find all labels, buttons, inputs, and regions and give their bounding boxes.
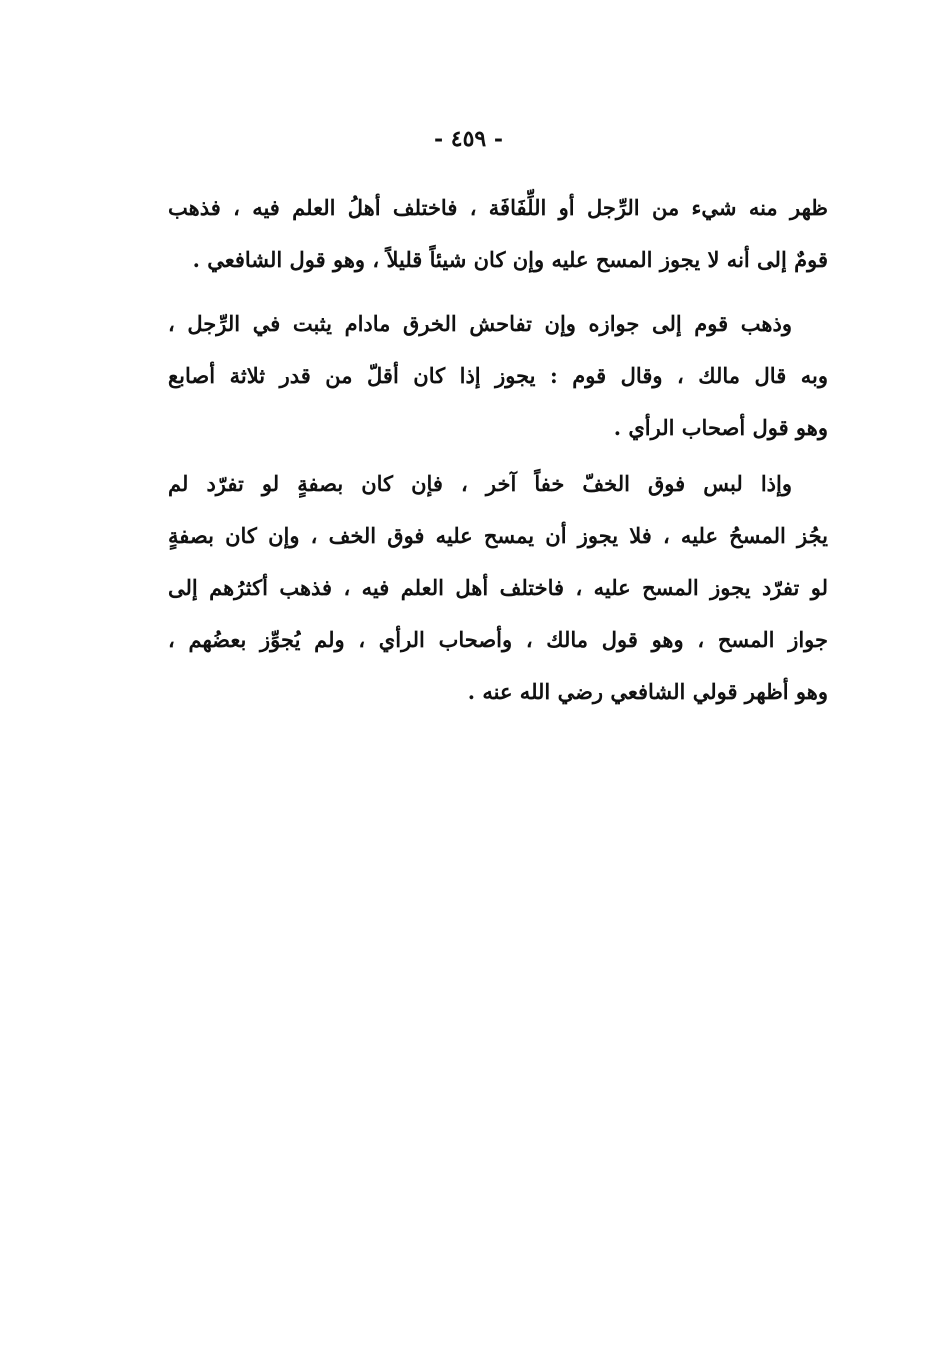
- paragraph-2: [168, 298, 828, 454]
- paragraph-line: وبه قال مالك ، وقال قوم : يجوز إذا كان أقلّ من قدر ثلاثة أصابع: [168, 363, 828, 388]
- paragraph-3: [168, 458, 828, 718]
- paragraph-line: قومٌ إلى أنه لا يجوز المسح عليه وإن كان شيئاً قليلاً ، وهو قول الشافعي .: [192, 247, 828, 272]
- paragraph-line: يجُز المسحُ عليه ، فلا يجوز أن يمسح عليه فوق الخف ، وإن كان بصفةٍ: [168, 523, 828, 548]
- page-number: - ٤٥٩ -: [433, 126, 504, 152]
- paragraph-line: لو تفرّد يجوز المسح عليه ، فاختلف أهل العلم فيه ، فذهب أكثرُهم إلى: [168, 575, 828, 600]
- paragraph-1: [168, 182, 828, 286]
- paragraph-line: وإذا لبس فوق الخفّ خفاً آخر ، فإن كان بصفةٍ لو تفرّد لم: [168, 471, 792, 496]
- paragraph-line: جواز المسح ، وهو قول مالك ، وأصحاب الرأي ، ولم يُجوِّز بعضُهم ،: [168, 627, 828, 652]
- paragraph-line: وهو أظهر قولي الشافعي رضي الله عنه .: [467, 679, 828, 704]
- paragraph-line: ظهر منه شيء من الرِّجل أو اللِّفَافَة ، فاختلف أهلُ العلم فيه ، فذهب: [168, 195, 828, 220]
- paragraph-line: وهو قول أصحاب الرأي .: [613, 415, 828, 440]
- paragraph-line: وذهب قوم إلى جوازه وإن تفاحش الخرق مادام يثبت في الرِّجل ،: [168, 311, 792, 336]
